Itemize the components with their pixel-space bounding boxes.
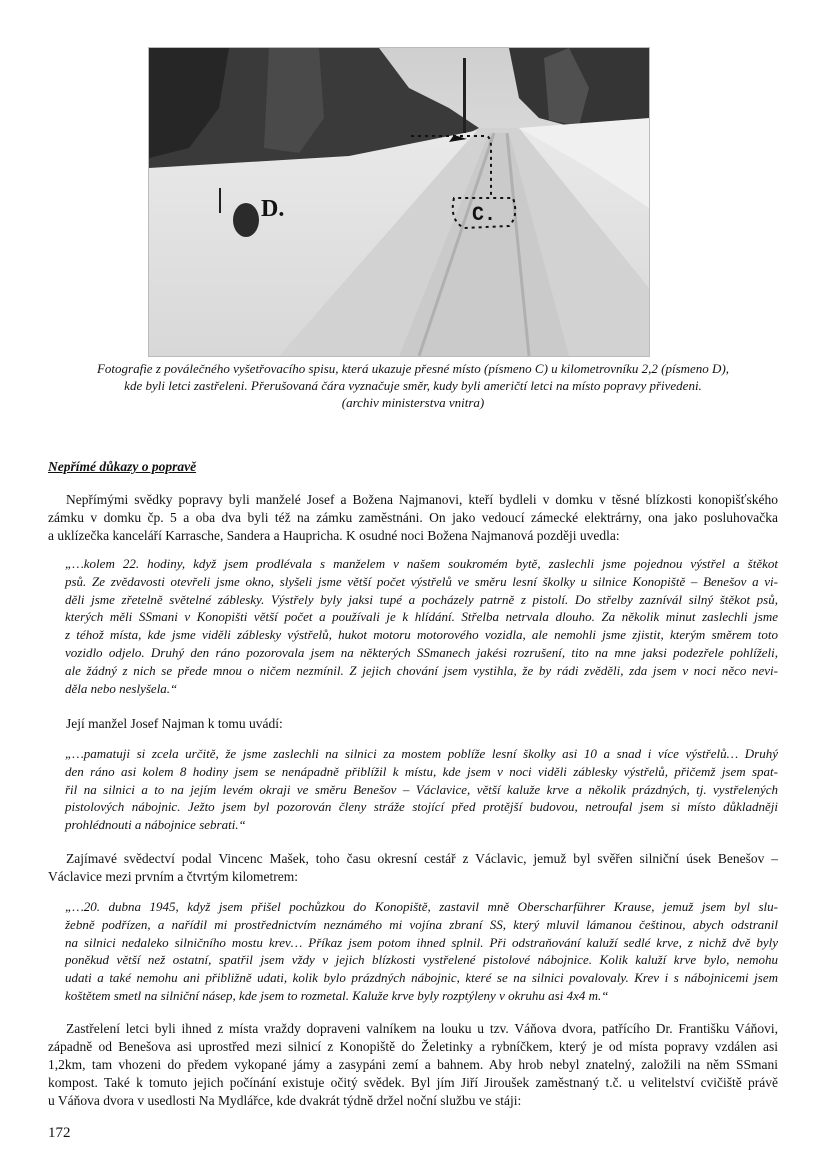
archival-photograph	[148, 47, 650, 357]
quote-line: „…pamatuji si zcela určitě, že jsme zaslechli na silnici za mostem poblíže lesní školky asi 10 a snad i více výstřelů… Druhý	[65, 746, 778, 761]
text-line: Zastřelení letci byli ihned z místa vraždy dopraveni valníkem na louku u tzv. Váňova dvora, patřícího Dr. Františku Váňovi,	[66, 1021, 778, 1036]
text-line: u Váňova dvora v usedlosti Na Mydlářce, kde dvakrát týdně držel noční službu ve stáji:	[48, 1093, 522, 1108]
caption-line: Fotografie z poválečného vyšetřovacího spisu, která ukazuje přesné místo (písmeno C) u kilometrovníku 2,2 (písmeno D),	[96, 361, 730, 376]
label-d: D.	[261, 196, 285, 222]
text-line: zámku v domku čp. 5 a oba dva byli též na zámku zaměstnáni. On jako vedoucí zámecké elektrárny, ona jako posluhovačka	[48, 510, 778, 525]
paragraph-2	[48, 715, 778, 733]
quote-line: psů. Ze zvědavosti otevřeli jsme okno, slyšeli jsme větší počet výstřelů ve směru lesní školky u silnice Konopiště – Benešov a vi-	[65, 573, 778, 589]
quote-line: ale žádný z nich se přede mnou o ničem nezmínil. Z jejich chování jsem vystihla, že by rádi zvěděli, zda jsem v noci něco nevi-	[65, 662, 778, 678]
label-c: C.	[472, 204, 497, 227]
quote-line: koštětem smetl na silniční násep, kde jsem to rozmetal. Kaluže krve byly rozptýleny v okruhu asi 4x4 m.“	[65, 987, 609, 1003]
quote-line: pistolových nábojnic. Ježto jsem byl pozorován členy stráže stojící před protější budovou, netroufal jsem si místo důkladněji	[65, 799, 778, 815]
quote-line: udati a také nemohu ani přibližně udati, kolik bylo prázdných nábojnic, které se na silnici povalovaly. Krev i s nábojnicemi jsem	[65, 970, 778, 986]
quote-line: řil na silnici a to na jejím levém okraji ve směru Benešov – Václavice, větší kaluže krve a několik prázdných, tj. vystřelených	[65, 781, 778, 797]
paragraph-4	[48, 1020, 778, 1110]
quote-line: na silnici nedaleko silničního mostu krev… Příkaz jsem potom ihned splnil. Při odstraňování kaluží sedlé krve, z nichž dvě byly	[65, 934, 778, 950]
quote-line: kterých měli SSmani v Konopišti větší počet a používali je k hlídání. Střelba netrvala dlouho. Za několik minut zaslechli jsme	[65, 609, 778, 625]
text-line: západně od Benešova asi uprostřed mezi silnicí z Konopiště do Želetinky a rybníčkem, který je od místa popravy vzdálen asi	[48, 1039, 778, 1054]
quote-line: den ráno asi kolem 8 hodiny jsem se nenápadně přiblížil k místu, kde jsem v noci viděli záblesky výstřelů, přičemž jsem spat-	[65, 763, 778, 779]
text-line: 1,2km, tam vhozeni do předem vykopané jámy a zasypáni zemí a bahnem. Aby hrob nebyl znatelný, založili na něm SSmani	[48, 1057, 778, 1072]
photo-caption	[48, 360, 778, 411]
quote-line: prohlédnouti a nábojnice sebrati.“	[65, 817, 246, 833]
quote-line: z téhož místa, kde jsme viděli záblesky výstřelů, hukot motoru motorového vozidla, ale nemohli jsme zjistit, kterým směrem toto	[65, 627, 778, 643]
caption-line: kde byli letci zastřeleni. Přerušovaná čára vyznačuje směr, kudy byli američtí letci na místo popravy přivedeni.	[124, 378, 702, 393]
quote-line: „…20. dubna 1945, když jsem přišel pochůzkou do Konopiště, zastavil mně Oberscharführer Krause, jemuž jsem byl slu-	[65, 899, 778, 914]
quote-line: děli jsme zřetelně světelné záblesky. Výstřely byly jaksi tupé a pocházely patrně z pistolí. Do střelby zaznívál silný štěkot psů,	[65, 591, 778, 607]
text-line: Její manžel Josef Najman k tomu uvádí:	[66, 716, 283, 731]
caption-line: (archiv ministerstva vnitra)	[341, 395, 485, 410]
paragraph-1	[48, 491, 778, 545]
quote-line: žebně podřízen, a nařídil mi prostřednictvím neznámého mi vojína zbraní SS, který mluvil lámanou češtinou, abych odstranil	[65, 916, 778, 932]
page-number: 172	[48, 1125, 71, 1141]
text-line: kompost. Také k tomuto jejich počínání existuje očitý svědek. Byl jím Jiří Jiroušek zaměstnaný t.č. u velitelství cvičiště právě	[48, 1075, 778, 1090]
snowy-road-photo	[149, 48, 649, 356]
quote-2	[65, 745, 778, 834]
text-line: Václavice mezi prvním a čtvrtým kilometrem:	[48, 869, 299, 884]
quote-1	[65, 555, 778, 697]
text-line: Nepřímými svědky popravy byli manželé Josef a Božena Najmanovi, kteří bydleli v domku v těsné blízkosti konopišťského	[66, 492, 778, 507]
paragraph-3	[48, 850, 778, 886]
quote-line: poněkud větší než ostatní, spatřil jsem vždy v jejich blízkosti vystřelené pistolové nábojnice. Kolik kaluží krve bylo, nemohu	[65, 952, 778, 968]
quote-line: „…kolem 22. hodiny, když jsem prodlévala s manželem v našem soukromém bytě, zaslechli jsme pojednou výstřel a štěkot	[65, 556, 778, 571]
quote-3	[65, 898, 778, 1005]
section-heading: Nepřímé důkazy o popravě	[48, 459, 197, 474]
quote-line: děla nebo neslyšela.“	[65, 680, 178, 696]
text-line: Zajímavé svědectví podal Vincenc Mašek, toho času okresní cestář z Václavic, jemuž byl svěřen silniční úsek Benešov –	[66, 851, 778, 866]
text-line: a uklízečka kanceláří Karrasche, Sandera a Haupricha. K osudné noci Božena Najmanová později uvedla:	[48, 528, 620, 543]
quote-line: vozidlo odjelo. Druhý den ráno pozorovala jsem na některých SSmanech jakési rozrušení, tito na mne jaksi podezřele pohlíželi,	[65, 644, 778, 660]
